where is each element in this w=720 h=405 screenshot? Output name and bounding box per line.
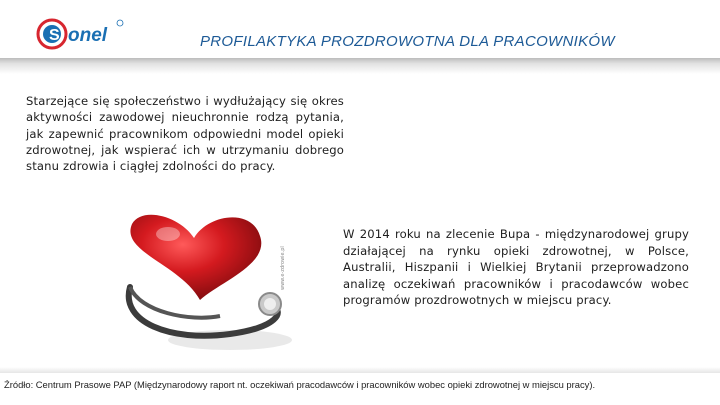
heart-stethoscope-image (110, 212, 300, 362)
source-citation: Źródło: Centrum Prasowe PAP (Międzynarodowy raport nt. oczekiwań pracodawców i pracowników wobec opieki zdrowotnej w miejscu pracy). (4, 379, 596, 390)
intro-paragraph: Starzejące się społeczeństwo i wydłużający się okres aktywności zawodowej nieuchronnie rodzą pytania, jak zapewnić pracownikom odpowiedni model opieki zdrowotnej, jak wspierać ich w utrzymaniu dobrego stanu zdrowia i ciągłej zdolności do pracy. (26, 94, 344, 174)
image-watermark: www.e-zdrowie.pl (280, 246, 286, 290)
svg-text:S: S (49, 27, 60, 44)
footer-divider (0, 367, 720, 373)
svg-text:onel: onel (68, 25, 108, 46)
sonel-logo (36, 14, 146, 54)
page-title: PROFILAKTYKA PROZDROWOTNA DLA PRACOWNIKÓW (200, 33, 615, 50)
header-divider (0, 58, 720, 74)
study-paragraph: W 2014 roku na zlecenie Bupa - międzynarodowej grupy działającej na rynku opieki zdrowotnej, w Polsce, Australii, Hiszpanii i Wielkiej Brytanii przeprowadzono analizę oczekiwań pracowników i pracodawców wobec programów prozdrowotnych w miejscu pracy. (343, 227, 689, 308)
